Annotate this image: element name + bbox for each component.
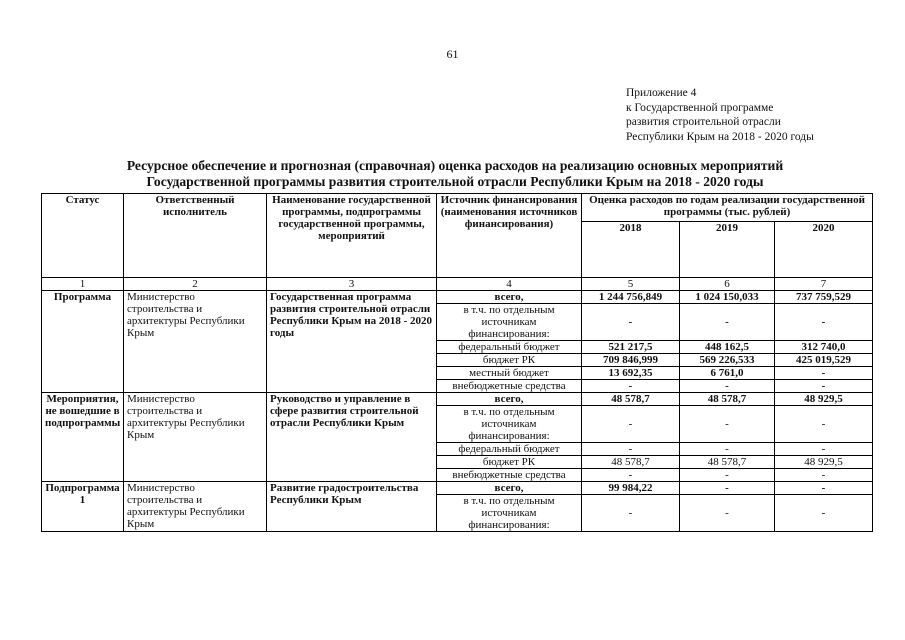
value-2018-cell: 99 984,22 [582,482,680,495]
status-cell: Подпрограмма 1 [42,482,124,532]
source-cell: федеральный бюджет [437,443,582,456]
status-cell: Мероприятия, не вошедшие в подпрограммы [42,393,124,482]
column-number: 5 [582,278,680,291]
value-2019-cell: 569 226,533 [680,354,775,367]
value-2020-cell: - [775,304,873,341]
header-source: Источник финансирования (наименования источников финансирования) [437,194,582,278]
source-cell: федеральный бюджет [437,341,582,354]
value-2018-cell: 1 244 756,849 [582,291,680,304]
header-status: Статус [42,194,124,278]
executor-cell: Министерство строительства и архитектуры Республики Крым [124,482,267,532]
column-number: 7 [775,278,873,291]
header-year-2019: 2019 [680,222,775,278]
title-line: Государственной программы развития строительной отрасли Республики Крым на 2018 - 2020 годы [146,174,764,189]
value-2018-cell: - [582,443,680,456]
column-number: 3 [267,278,437,291]
table-row [42,393,873,406]
value-2018-cell: 709 846,999 [582,354,680,367]
source-cell: бюджет РК [437,456,582,469]
header-year-2020: 2020 [775,222,873,278]
title-line: Ресурсное обеспечение и прогнозная (справочная) оценка расходов на реализацию основных мероприятий [126,158,784,173]
source-cell: внебюджетные средства [437,469,582,482]
value-2020-cell: 48 929,5 [775,393,873,406]
value-2019-cell: 1 024 150,033 [680,291,775,304]
page-number: 61 [446,47,459,61]
value-2019-cell: - [680,304,775,341]
header-estimate: Оценка расходов по годам реализации государственной программы (тыс. рублей) [582,194,873,222]
program-name-cell: Руководство и управление в сфере развития строительной отрасли Республики Крым [267,393,437,482]
value-2020-cell: - [775,443,873,456]
appendix-line: Приложение 4 [626,87,697,99]
value-2018-cell: 48 578,7 [582,456,680,469]
column-number: 4 [437,278,582,291]
executor-cell: Министерство строительства и архитектуры Республики Крым [124,393,267,482]
source-cell: всего, [437,393,582,406]
column-number: 2 [124,278,267,291]
source-cell: всего, [437,482,582,495]
header-row [42,194,873,222]
value-2020-cell: 48 929,5 [775,456,873,469]
executor-cell: Министерство строительства и архитектуры Республики Крым [124,291,267,393]
value-2020-cell: - [775,495,873,532]
source-cell: внебюджетные средства [437,380,582,393]
column-numbers-row [42,278,873,291]
source-cell: всего, [437,291,582,304]
value-2019-cell: - [680,443,775,456]
value-2020-cell: 312 740,0 [775,341,873,354]
value-2020-cell: - [775,367,873,380]
column-number: 6 [680,278,775,291]
value-2018-cell: - [582,304,680,341]
table-row [42,291,873,304]
value-2018-cell: 48 578,7 [582,393,680,406]
value-2019-cell: 448 162,5 [680,341,775,354]
table-row [42,482,873,495]
value-2020-cell: - [775,406,873,443]
document-title [40,158,870,190]
value-2018-cell: - [582,469,680,482]
value-2018-cell: - [582,380,680,393]
header-year-2018: 2018 [582,222,680,278]
source-cell: в т.ч. по отдельным источникам финансирования: [437,495,582,532]
value-2018-cell: - [582,495,680,532]
appendix-line: развития строительной отрасли [626,116,781,128]
value-2019-cell: 48 578,7 [680,393,775,406]
program-name-cell: Государственная программа развития строительной отрасли Республики Крым на 2018 - 2020 годы [267,291,437,393]
value-2018-cell: 521 217,5 [582,341,680,354]
source-cell: бюджет РК [437,354,582,367]
value-2019-cell: - [680,380,775,393]
value-2020-cell: - [775,482,873,495]
source-cell: в т.ч. по отдельным источникам финансирования: [437,406,582,443]
budget-table [41,193,873,532]
source-cell: местный бюджет [437,367,582,380]
status-cell: Программа [42,291,124,393]
value-2018-cell: 13 692,35 [582,367,680,380]
appendix-line: к Государственной программе [626,101,774,114]
header-executor: Ответственный исполнитель [124,194,267,278]
program-name-cell: Развитие градостроительства Республики Крым [267,482,437,532]
appendix-line: Республики Крым на 2018 - 2020 годы [626,130,814,143]
value-2019-cell: 48 578,7 [680,456,775,469]
value-2020-cell: 425 019,529 [775,354,873,367]
value-2018-cell: - [582,406,680,443]
value-2020-cell: - [775,469,873,482]
appendix-note [626,86,814,144]
value-2019-cell: - [680,469,775,482]
value-2019-cell: 6 761,0 [680,367,775,380]
header-name: Наименование государственной программы, подпрограммы государственной программы, мероприятий [267,194,437,278]
value-2019-cell: - [680,482,775,495]
value-2019-cell: - [680,495,775,532]
value-2020-cell: - [775,380,873,393]
value-2019-cell: - [680,406,775,443]
column-number: 1 [42,278,124,291]
value-2020-cell: 737 759,529 [775,291,873,304]
source-cell: в т.ч. по отдельным источникам финансирования: [437,304,582,341]
